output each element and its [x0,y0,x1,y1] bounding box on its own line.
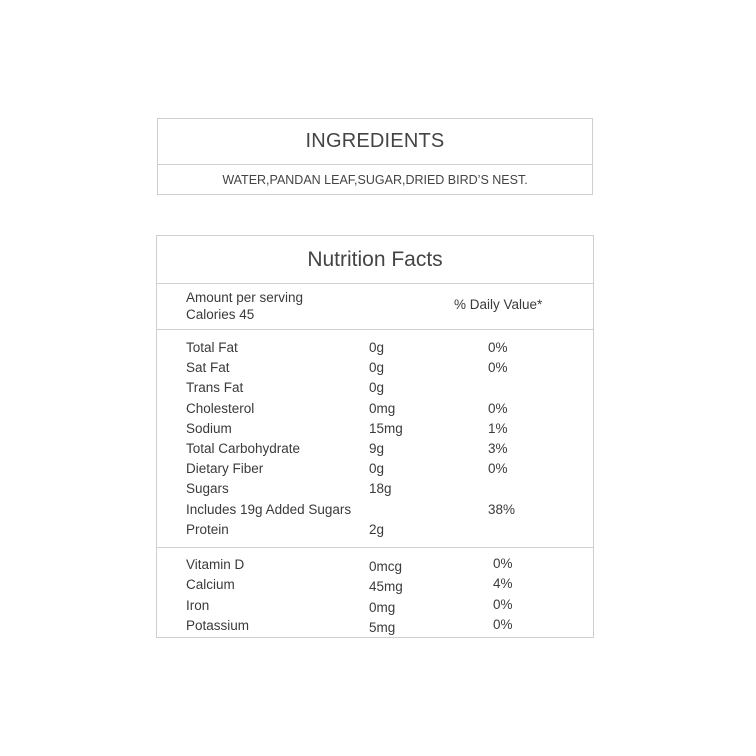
vitamins-section [157,548,593,637]
nutrient-row [157,520,593,540]
nutrient-daily-value: 38% [488,501,516,517]
nutrition-facts-panel [156,235,594,638]
vitamin-row [157,616,593,636]
nutrient-row [157,479,593,499]
nutrient-daily-value: 0% [488,360,508,376]
nutrient-amount: 15mg [369,420,403,436]
amount-per-serving-label: Amount per serving [186,290,304,305]
nutrient-name: Sat Fat [186,360,230,376]
nutrient-amount: 0mg [369,400,396,416]
vitamin-row [157,555,593,575]
vitamin-daily-value: 0% [493,617,513,633]
vitamin-row [157,575,593,595]
nutrient-row [157,358,593,378]
nutrition-title: Nutrition Facts [157,236,593,284]
nutrient-daily-value: 3% [488,440,508,456]
nutrient-row [157,500,593,520]
vitamin-daily-value: 0% [493,596,513,612]
nutrient-amount: 0g [369,340,385,355]
ingredients-title: INGREDIENTS [158,119,592,165]
nutrient-amount: 0g [369,461,385,477]
vitamin-amount: 0mg [369,599,396,615]
vitamin-amount: 45mg [369,579,403,595]
nutrient-name: Sodium [186,420,232,436]
daily-value-header: % Daily Value* [454,297,543,312]
nutrient-amount: 0g [369,360,385,376]
nutrient-daily-value: 0% [488,340,508,355]
nutrient-row [157,338,593,358]
nutrient-row [157,459,593,479]
nutrient-name: Includes 19g Added Sugars [186,501,352,517]
nutrient-name: Total Fat [186,340,238,355]
vitamin-name: Vitamin D [186,557,245,572]
ingredients-text: WATER,PANDAN LEAF,SUGAR,DRIED BIRD’S NEST. [222,173,528,187]
calories-label: Calories 45 [186,307,255,322]
vitamin-amount: 5mg [369,620,396,636]
nutrition-header [157,284,593,330]
nutrient-name: Cholesterol [186,400,255,416]
nutrient-row [157,419,593,439]
nutrient-daily-value: 0% [488,461,508,477]
nutrient-name: Dietary Fiber [186,461,264,477]
nutrient-daily-value: 0% [488,400,508,416]
nutrient-name: Protein [186,521,229,537]
nutrient-name: Sugars [186,481,229,497]
nutrients-section [157,330,593,548]
nutrient-amount: 2g [369,521,385,537]
nutrient-amount: 18g [369,481,392,497]
nutrient-amount: 0g [369,380,385,396]
nutrient-amount: 9g [369,440,385,456]
nutrient-row [157,399,593,419]
nutrient-name: Total Carbohydrate [186,440,301,456]
vitamin-name: Calcium [186,577,235,593]
ingredients-panel [157,118,593,195]
nutrient-name: Trans Fat [186,380,244,396]
vitamin-daily-value: 0% [493,556,513,571]
nutrient-daily-value: 1% [488,420,508,436]
nutrient-row [157,378,593,398]
vitamin-row [157,596,593,616]
vitamin-daily-value: 4% [493,576,513,592]
vitamin-name: Iron [186,597,210,613]
vitamin-amount: 0mcg [369,559,403,574]
nutrient-row [157,439,593,459]
vitamin-name: Potassium [186,618,250,634]
